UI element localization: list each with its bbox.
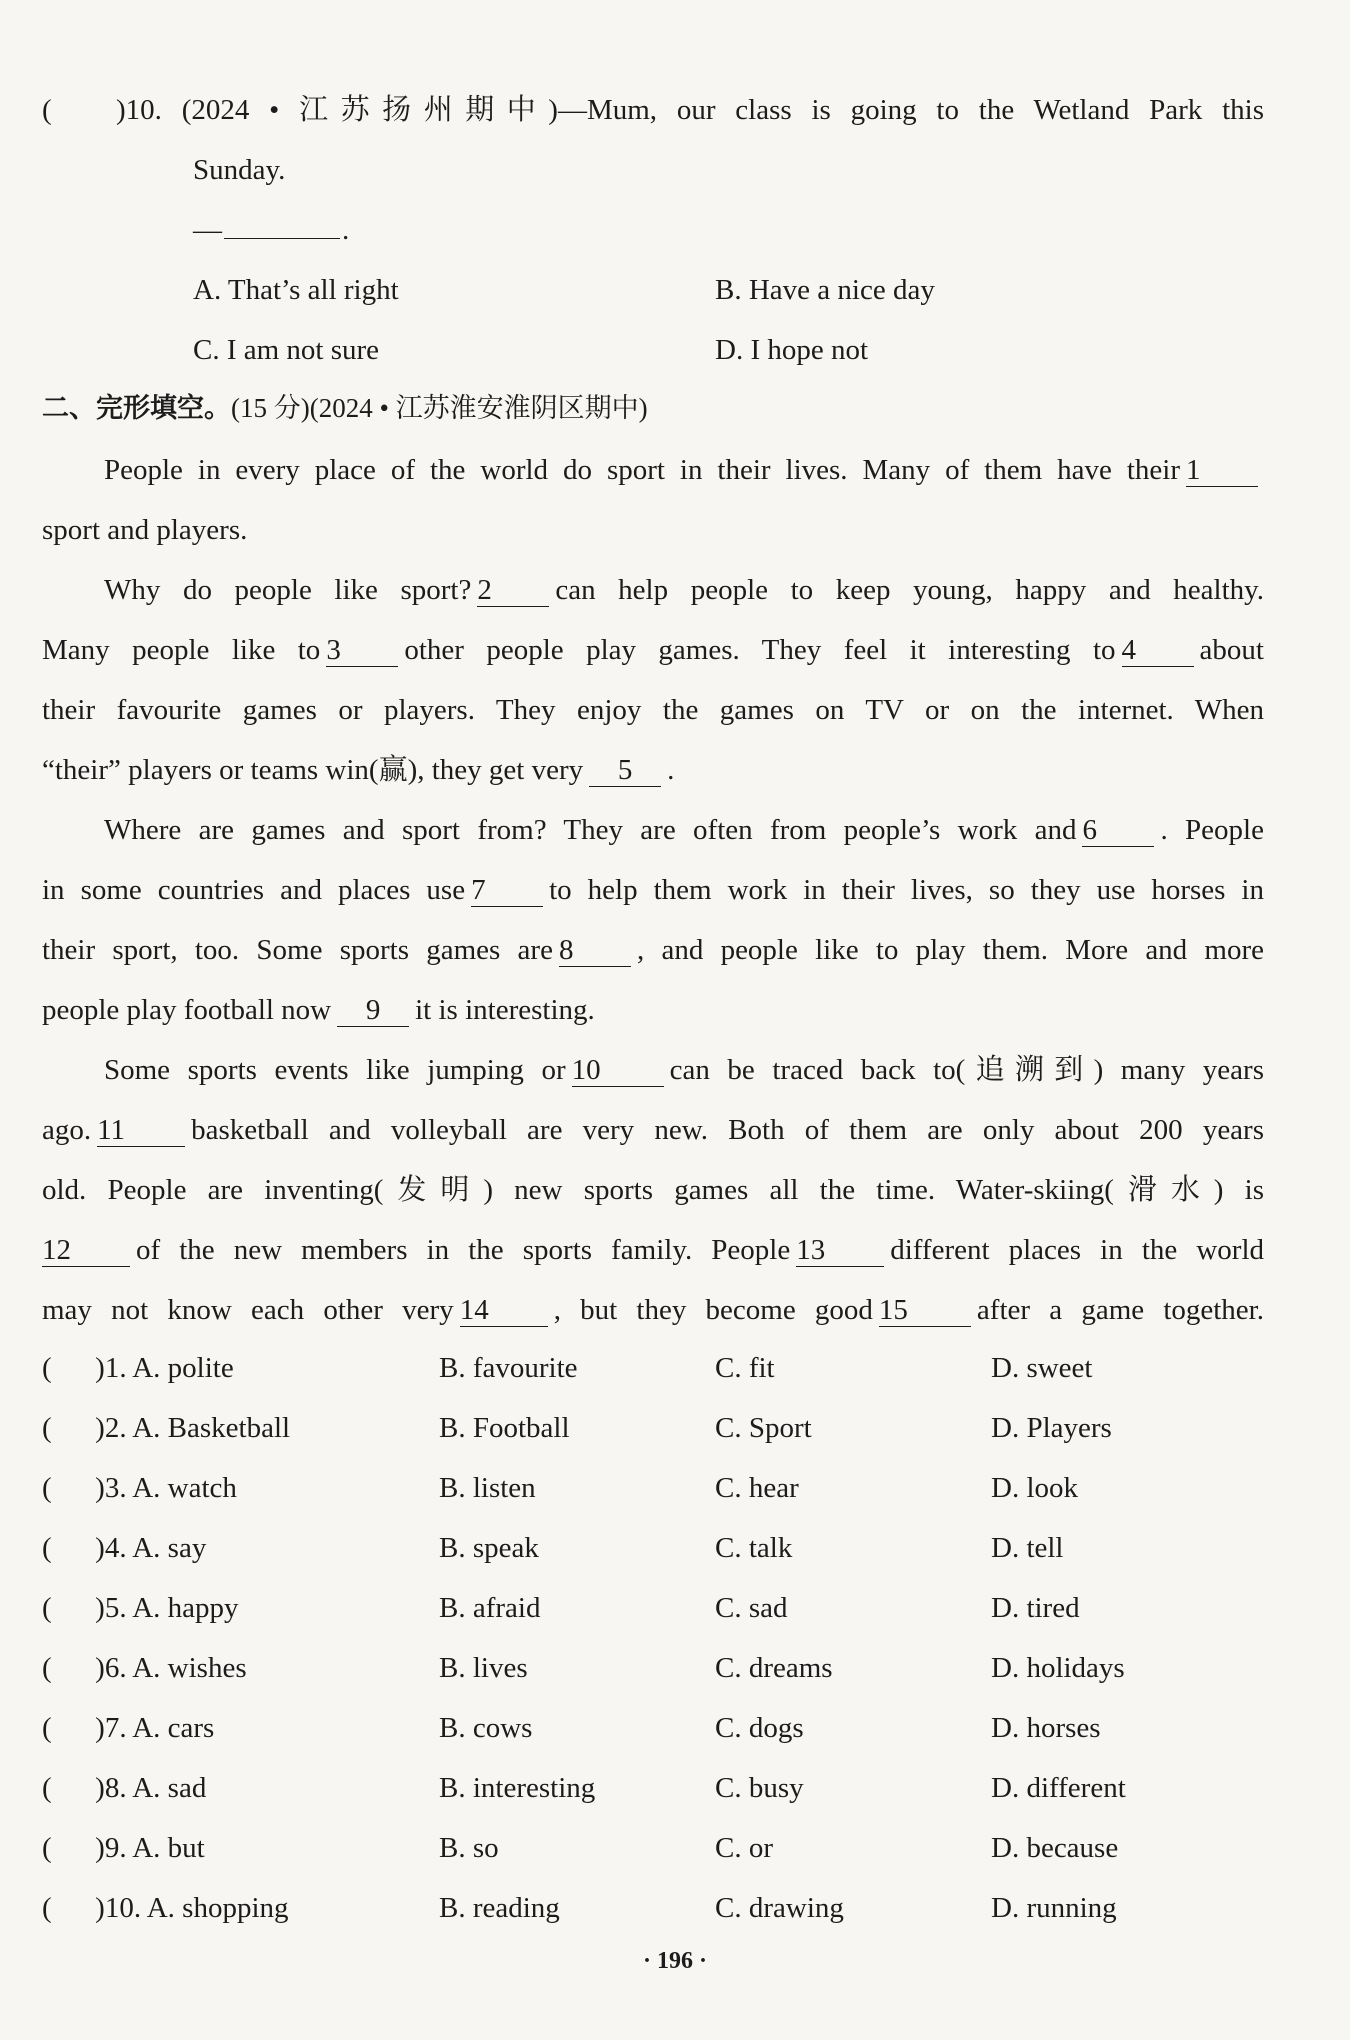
blank-14: 14 xyxy=(460,1294,548,1327)
passage-line: Many people like to 3 other people play games. They feel it interesting to 4 about xyxy=(42,634,1264,666)
q10-response: — . xyxy=(193,214,350,246)
passage-line: people play football now 9 it is interesting. xyxy=(42,994,595,1026)
choice-row xyxy=(42,1528,1264,1568)
blank-2: 2 xyxy=(477,574,549,607)
passage-line: Why do people like sport? 2 can help people to keep young, happy and healthy. xyxy=(104,574,1264,606)
choice-a: ( )4. A. say xyxy=(42,1532,207,1564)
blank-7: 7 xyxy=(471,874,543,907)
passage-line: their sport, too. Some sports games are 8 , and people like to play them. More and more xyxy=(42,934,1265,966)
blank-4: 4 xyxy=(1122,634,1194,667)
blank-15: 15 xyxy=(879,1294,971,1327)
page-number: · 196 · xyxy=(642,1948,707,1974)
q10-option-c: C. I am not sure xyxy=(193,334,380,366)
choice-row xyxy=(42,1648,1264,1688)
choice-a: ( )5. A. happy xyxy=(42,1592,239,1624)
choice-b: B. speak xyxy=(439,1532,539,1564)
choice-d: D. tell xyxy=(991,1532,1064,1564)
choice-b: B. so xyxy=(439,1832,499,1864)
choice-b: B. listen xyxy=(439,1472,536,1504)
choice-a: ( )8. A. sad xyxy=(42,1772,207,1804)
choice-row xyxy=(42,1408,1264,1448)
blank-8: 8 xyxy=(559,934,631,967)
choice-row xyxy=(42,1708,1264,1748)
q10-option-a: A. That’s all right xyxy=(193,274,399,306)
choice-a: ( )10. A. shopping xyxy=(42,1892,289,1924)
choice-row xyxy=(42,1888,1264,1928)
choice-d: D. Players xyxy=(991,1412,1112,1444)
choice-c: C. busy xyxy=(715,1772,804,1804)
choice-d: D. tired xyxy=(991,1592,1080,1624)
choice-b: B. reading xyxy=(439,1892,560,1924)
choice-a: ( )6. A. wishes xyxy=(42,1652,247,1684)
choice-a: ( )9. A. but xyxy=(42,1832,205,1864)
choice-d: D. because xyxy=(991,1832,1119,1864)
passage-line: Where are games and sport from? They are often from people’s work and 6 . People xyxy=(104,814,1264,846)
choice-row xyxy=(42,1468,1264,1508)
choice-c: C. or xyxy=(715,1832,773,1864)
choice-c: C. sad xyxy=(715,1592,788,1624)
passage-line: Some sports events like jumping or 10 can be traced back to(追溯到) many years xyxy=(104,1054,1264,1086)
blank-13: 13 xyxy=(796,1234,884,1267)
blank-3: 3 xyxy=(326,634,398,667)
choice-c: C. fit xyxy=(715,1352,775,1384)
passage-line: People in every place of the world do sport in their lives. Many of them have their 1 xyxy=(104,450,1264,490)
choice-a: ( )2. A. Basketball xyxy=(42,1412,291,1444)
choice-d: D. horses xyxy=(991,1712,1101,1744)
choice-row xyxy=(42,1588,1264,1628)
passage-line: their favourite games or players. They enjoy the games on TV or on the internet. When xyxy=(42,694,1264,726)
choice-b: B. cows xyxy=(439,1712,533,1744)
answer-paren: ( xyxy=(42,94,52,126)
passage-line: old. People are inventing(发明) new sports games all the time. Water-skiing(滑水) is xyxy=(42,1174,1264,1206)
passage-line: may not know each other very 14 , but they become good 15 after a game together. xyxy=(42,1294,1264,1326)
blank-6: 6 xyxy=(1082,814,1154,847)
choice-c: C. hear xyxy=(715,1472,799,1504)
choice-row xyxy=(42,1348,1264,1388)
choice-c: C. talk xyxy=(715,1532,793,1564)
section-heading: 二、完形填空。(15 分)(2024 • 江苏淮安淮阴区期中) xyxy=(42,393,648,424)
blank-5: 5 xyxy=(589,754,661,787)
blank-12: 12 xyxy=(42,1234,130,1267)
choice-row xyxy=(42,1768,1264,1808)
choice-row xyxy=(42,1828,1264,1868)
choice-b: B. lives xyxy=(439,1652,528,1684)
q10-blank xyxy=(224,238,340,239)
passage-line: in some countries and places use 7 to help them work in their lives, so they use horses in xyxy=(42,874,1264,906)
q10-option-b: B. Have a nice day xyxy=(715,274,935,306)
passage-line: “their” players or teams win(赢), they get very 5 . xyxy=(42,754,675,786)
choice-b: B. interesting xyxy=(439,1772,596,1804)
choice-c: C. dogs xyxy=(715,1712,804,1744)
choice-c: C. Sport xyxy=(715,1412,812,1444)
blank-11: 11 xyxy=(97,1114,185,1147)
choice-b: B. Football xyxy=(439,1412,570,1444)
choice-a: ( )3. A. watch xyxy=(42,1472,237,1504)
q10-line2: Sunday. xyxy=(193,154,286,186)
choice-d: D. sweet xyxy=(991,1352,1093,1384)
blank-9: 9 xyxy=(337,994,409,1027)
choice-d: D. holidays xyxy=(991,1652,1125,1684)
passage-line: 12 of the new members in the sports family. People 13 different places in the world xyxy=(42,1234,1264,1266)
q10-option-d: D. I hope not xyxy=(715,334,869,366)
choice-d: D. running xyxy=(991,1892,1117,1924)
choice-c: C. dreams xyxy=(715,1652,833,1684)
choice-a: ( )1. A. polite xyxy=(42,1352,234,1384)
q10-text: )10. (2024 • 江苏扬州期中)—Mum, our class is going to the Wetland Park this xyxy=(116,94,1264,126)
choice-b: B. favourite xyxy=(439,1352,578,1384)
choice-d: D. different xyxy=(991,1772,1126,1804)
blank-10: 10 xyxy=(572,1054,664,1087)
choice-a: ( )7. A. cars xyxy=(42,1712,215,1744)
passage-line: ago. 11 basketball and volleyball are very new. Both of them are only about 200 years xyxy=(42,1114,1264,1146)
passage-line: sport and players. xyxy=(42,514,248,546)
choice-b: B. afraid xyxy=(439,1592,541,1624)
choice-d: D. look xyxy=(991,1472,1078,1504)
blank-1: 1 xyxy=(1186,454,1258,487)
q10-stem xyxy=(42,90,1264,130)
choice-c: C. drawing xyxy=(715,1892,844,1924)
